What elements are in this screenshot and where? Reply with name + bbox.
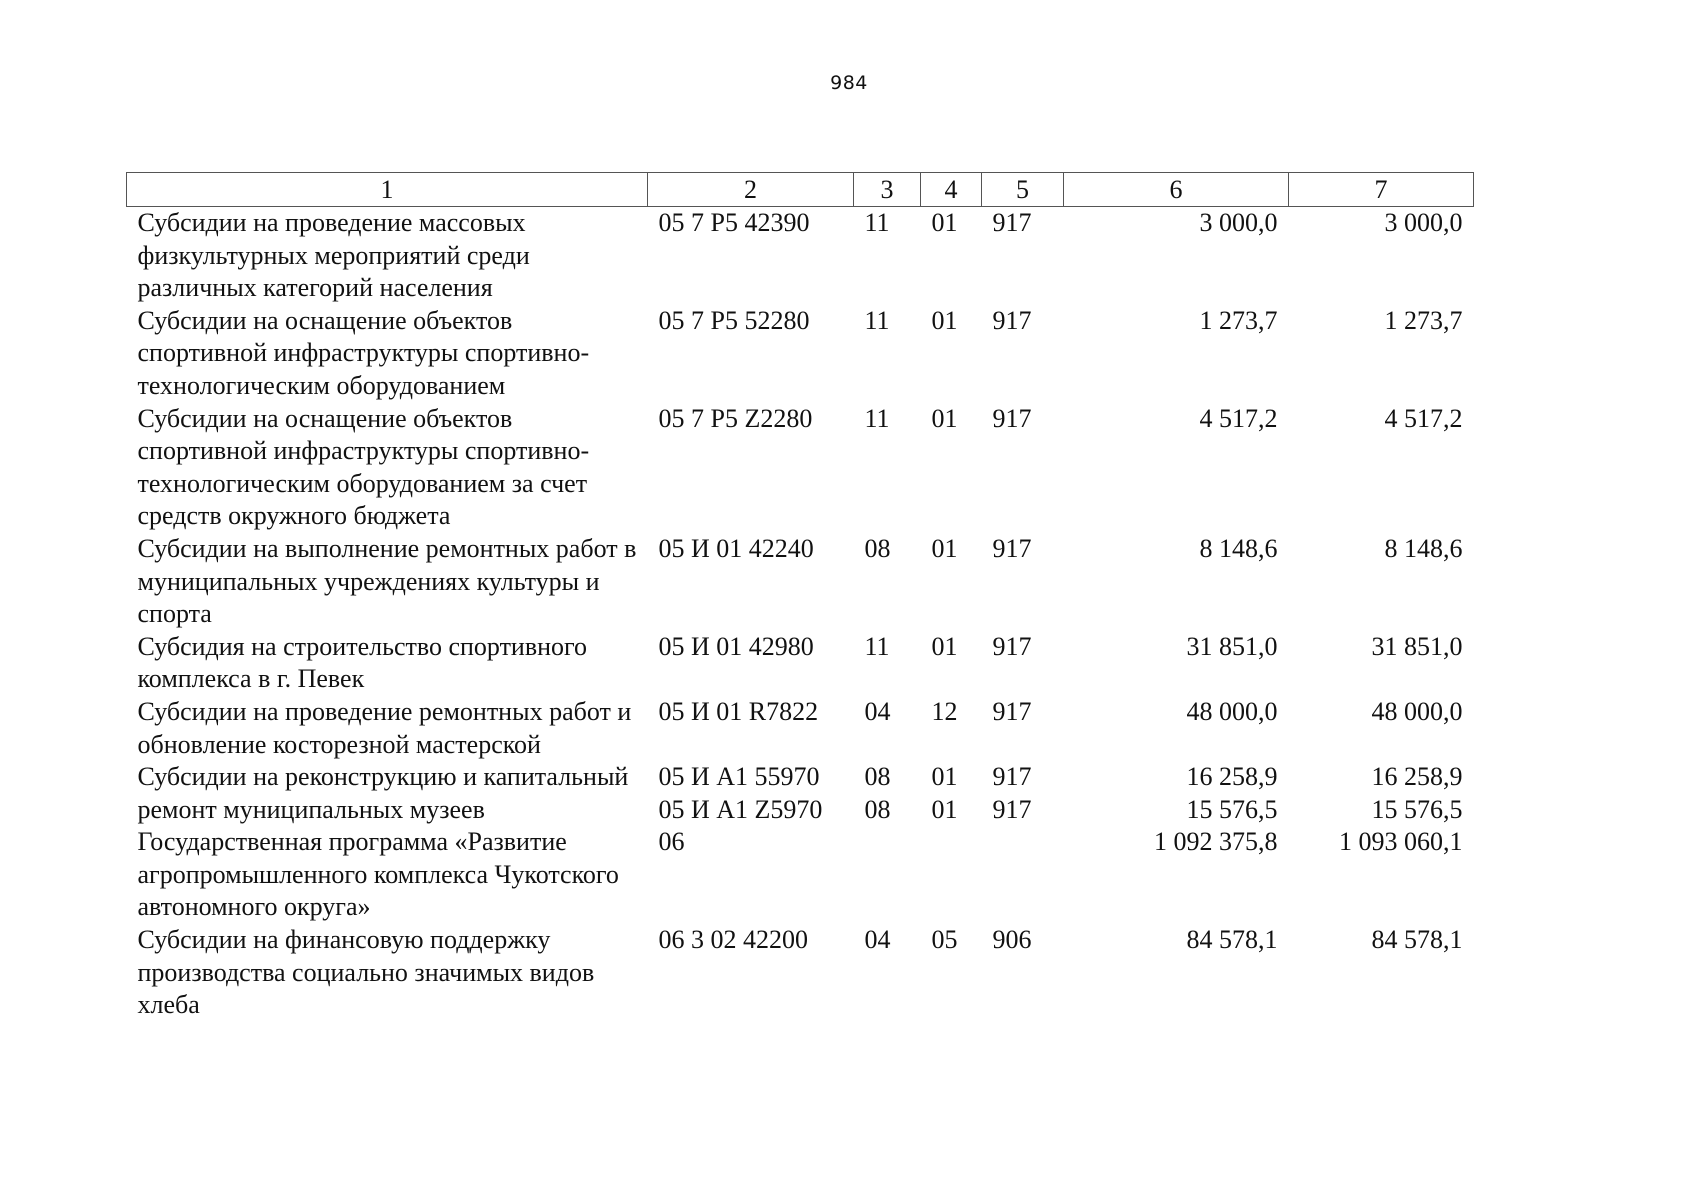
budget-table xyxy=(126,172,1474,1022)
row-section: 04 xyxy=(864,925,891,955)
row-section: 11 xyxy=(864,403,890,433)
header-col-2: 2 xyxy=(648,173,854,207)
row-admin-code: 917 xyxy=(992,208,1032,237)
row-admin-code: 917 xyxy=(992,305,1032,335)
row-sum-2: 4 517,2 xyxy=(1384,403,1463,433)
row-sum-2: 1 093 060,1 xyxy=(1339,827,1463,857)
row-section: 08 xyxy=(864,794,891,824)
row-sum-2: 8 148,6 xyxy=(1384,533,1463,563)
row-name: Субсидия на строительство спортивного комплекса в г. Певек xyxy=(137,631,588,694)
table-header xyxy=(127,173,1474,207)
row-sum-2: 31 851,0 xyxy=(1371,631,1463,661)
row-sum-2: 84 578,1 xyxy=(1371,925,1463,955)
row-subsection: 12 xyxy=(931,696,958,726)
row-sum-1: 84 578,1 xyxy=(1186,925,1278,955)
row-target-article: 05 7 Р5 42390 xyxy=(658,208,810,237)
row-sum-1: 48 000,0 xyxy=(1186,696,1278,726)
header-col-1: 1 xyxy=(127,173,648,207)
row-name: Государственная программа «Развитие агропромышленного комплекса Чукотского автономного округа» xyxy=(137,827,619,922)
row-target-article: 06 xyxy=(658,827,685,857)
header-col-4: 4 xyxy=(921,173,982,207)
row-section: 11 xyxy=(864,631,890,661)
row-target-article: 05 7 Р5 Z2280 xyxy=(658,403,813,433)
row-section: 04 xyxy=(864,696,891,726)
row-subsection: 01 xyxy=(931,305,958,335)
row-sum-1: 8 148,6 xyxy=(1199,533,1278,563)
table-row xyxy=(127,826,1474,924)
row-subsection: 01 xyxy=(931,794,958,824)
table-row xyxy=(127,761,1474,794)
row-target-article: 05 И 01 42240 xyxy=(658,533,814,563)
row-target-article: 05 И А1 55970 xyxy=(658,762,820,792)
table-row xyxy=(127,924,1474,1022)
row-name: Субсидии на выполнение ремонтных работ в муниципальных учреждениях культуры и спорта xyxy=(137,533,637,629)
table-row xyxy=(127,696,1474,761)
header-col-6: 6 xyxy=(1064,173,1289,207)
row-sum-1: 31 851,0 xyxy=(1186,631,1278,661)
row-sum-1: 1 273,7 xyxy=(1199,305,1278,335)
row-sum-2: 15 576,5 xyxy=(1371,794,1463,824)
table-row xyxy=(127,631,1474,696)
row-subsection: 01 xyxy=(931,631,958,661)
row-subsection: 01 xyxy=(931,762,958,792)
row-section xyxy=(854,826,921,924)
row-subsection xyxy=(921,826,982,924)
row-admin-code: 917 xyxy=(992,696,1032,726)
row-admin-code xyxy=(982,826,1064,924)
table-body xyxy=(127,207,1474,1022)
row-sum-2: 16 258,9 xyxy=(1371,762,1463,792)
row-subsection: 01 xyxy=(931,533,958,563)
table-row xyxy=(127,533,1474,631)
row-target-article: 05 7 Р5 52280 xyxy=(658,305,810,335)
header-row xyxy=(127,173,1474,207)
row-section: 11 xyxy=(864,208,890,237)
header-col-3: 3 xyxy=(854,173,921,207)
row-admin-code: 917 xyxy=(992,762,1032,792)
row-sum-2: 1 273,7 xyxy=(1384,305,1463,335)
row-subsection: 05 xyxy=(931,925,958,955)
row-sum-1: 15 576,5 xyxy=(1186,794,1278,824)
row-subsection: 01 xyxy=(931,403,958,433)
header-col-5: 5 xyxy=(982,173,1064,207)
row-admin-code: 906 xyxy=(992,925,1032,955)
row-name: Субсидии на реконструкцию и капитальный xyxy=(137,762,629,792)
row-sum-2: 48 000,0 xyxy=(1371,696,1463,726)
row-admin-code: 917 xyxy=(992,403,1032,433)
row-sum-1: 3 000,0 xyxy=(1199,208,1278,237)
row-subsection: 01 xyxy=(931,208,958,237)
page-number: 984 xyxy=(830,72,868,94)
row-name: Субсидии на проведение массовых физкультурных мероприятий среди различных категорий населения xyxy=(137,208,530,303)
row-admin-code: 917 xyxy=(992,533,1032,563)
row-name: Субсидии на проведение ремонтных работ и обновление косторезной мастерской xyxy=(137,696,632,759)
row-sum-1: 1 092 375,8 xyxy=(1154,827,1278,857)
row-name: Субсидии на финансовую поддержку производства социально значимых видов хлеба xyxy=(137,925,595,1020)
row-section: 11 xyxy=(864,305,890,335)
row-target-article: 05 И 01 R7822 xyxy=(658,696,819,726)
row-target-article: 05 И 01 42980 xyxy=(658,631,814,661)
row-section: 08 xyxy=(864,762,891,792)
row-target-article: 06 3 02 42200 xyxy=(658,925,808,955)
table-row xyxy=(127,794,1474,827)
header-col-7: 7 xyxy=(1289,173,1474,207)
row-admin-code: 917 xyxy=(992,794,1032,824)
row-name: Субсидии на оснащение объектов спортивной инфраструктуры спортивно-технологическим оборудованием за счет средств окружного бюджета xyxy=(137,403,590,531)
row-name: Субсидии на оснащение объектов спортивной инфраструктуры спортивно-технологическим оборудованием xyxy=(137,305,590,400)
row-section: 08 xyxy=(864,533,891,563)
table-row xyxy=(127,305,1474,403)
table-row xyxy=(127,207,1474,305)
row-target-article: 05 И А1 Z5970 xyxy=(658,794,823,824)
row-sum-1: 16 258,9 xyxy=(1186,762,1278,792)
table-row xyxy=(127,403,1474,533)
row-sum-2: 3 000,0 xyxy=(1384,208,1463,237)
row-sum-1: 4 517,2 xyxy=(1199,403,1278,433)
row-admin-code: 917 xyxy=(992,631,1032,661)
row-name: ремонт муниципальных музеев xyxy=(137,794,485,824)
